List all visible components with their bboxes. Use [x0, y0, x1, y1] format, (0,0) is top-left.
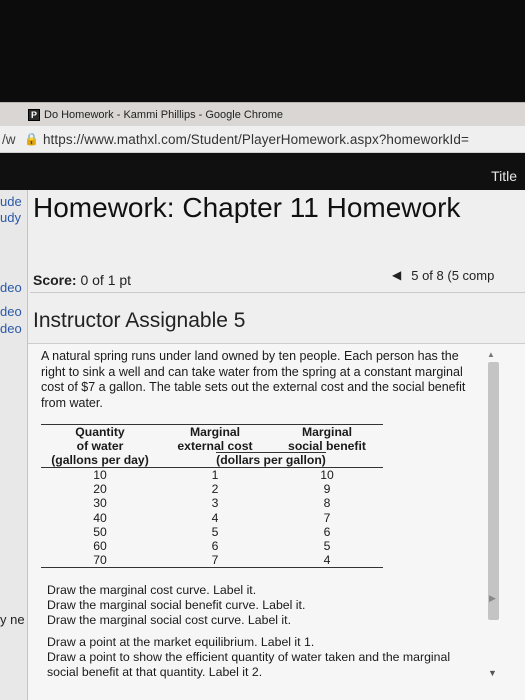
col-social-benefit-header-1: Marginal — [271, 425, 383, 440]
scroll-up-icon[interactable]: ▲ — [487, 350, 495, 359]
social-benefit-cell: 7 — [323, 510, 331, 525]
sidebar-item[interactable]: deo — [0, 304, 22, 319]
lock-icon: 🔒 — [24, 132, 39, 146]
quantity-cell: 40 — [93, 510, 107, 525]
social-benefit-cell: 8 — [323, 496, 331, 511]
col-social-benefit-header-2: social benefit — [288, 439, 366, 453]
external-cost-cell: 3 — [211, 496, 219, 511]
page-title: Homework: Chapter 11 Homework — [33, 192, 461, 223]
divider — [30, 292, 525, 293]
quantity-cell: 70 — [41, 553, 159, 568]
social-benefit-cell: 9 — [323, 482, 331, 497]
social-benefit-cell: 4 — [271, 553, 383, 568]
mathxl-favicon-icon: P — [28, 109, 40, 121]
scroll-arrow-icon[interactable]: ▶ — [489, 593, 496, 603]
social-benefit-cell: 5 — [323, 539, 331, 554]
quantity-cell: 10 — [93, 468, 107, 482]
instruction-line: Draw the marginal cost curve. Label it. — [47, 583, 257, 597]
instruction-line: Draw a point at the market equilibrium. Label it 1. — [47, 634, 315, 649]
sidebar-item[interactable]: deo — [0, 280, 22, 295]
table-row — [41, 525, 383, 539]
external-cost-cell: 5 — [211, 524, 219, 539]
units-line: (dollars per gallon) — [216, 453, 326, 467]
instruction-line: Draw the marginal social cost curve. Label it. — [47, 613, 291, 628]
social-benefit-cell: 6 — [323, 524, 331, 539]
scroll-thumb[interactable] — [488, 362, 499, 620]
instructions — [47, 583, 477, 680]
table-row — [41, 482, 383, 496]
instruction-line: Draw the marginal social benefit curve. Label it. — [47, 598, 306, 613]
title-link[interactable]: Title — [491, 168, 517, 184]
url-text[interactable]: https://www.mathxl.com/Student/PlayerHomework.aspx?homeworkId= — [42, 131, 469, 147]
col-quantity-header-1: Quantity — [41, 425, 159, 440]
table-row — [41, 553, 383, 568]
scroll-down-icon[interactable]: ▼ — [488, 668, 497, 678]
window-title: Do Homework - Kammi Phillips - Google Chrome — [44, 108, 284, 121]
site-header-band — [0, 153, 525, 193]
col-external-cost-header-2: external cost — [177, 439, 253, 453]
external-cost-cell: 1 — [211, 468, 219, 482]
social-benefit-cell: 10 — [320, 468, 334, 482]
window-title-bar — [0, 102, 525, 126]
external-cost-cell: 7 — [159, 553, 271, 568]
data-table — [41, 424, 383, 568]
col-quantity-header-2: of water — [76, 439, 124, 453]
external-cost-cell: 4 — [211, 510, 219, 525]
table-row — [41, 468, 383, 483]
address-prefix: /w — [2, 131, 16, 147]
quantity-cell: 50 — [93, 524, 107, 539]
sidebar-item[interactable]: udy — [0, 210, 21, 225]
sidebar-item[interactable]: ude — [0, 194, 22, 209]
sidebar-fragment: y ne — [0, 612, 25, 627]
table-row — [41, 511, 383, 525]
external-cost-cell: 2 — [211, 482, 219, 497]
scrollbar[interactable] — [487, 350, 500, 680]
score-value: 0 of 1 pt — [80, 272, 132, 288]
address-bar[interactable] — [0, 126, 525, 153]
sidebar-item[interactable]: deo — [0, 321, 22, 336]
col-external-cost-header-1: Marginal — [159, 425, 271, 440]
question-progress[interactable]: 5 of 8 (5 comp — [411, 267, 495, 283]
col-quantity-units: (gallons per day) — [41, 453, 159, 468]
col-dollar-units — [159, 453, 383, 468]
quantity-cell: 30 — [93, 496, 107, 511]
instruction-line: Draw a point to show the efficient quantity of water taken and the marginal social benefit at that quantity. Label it 2. — [47, 649, 451, 680]
quantity-cell: 20 — [93, 482, 107, 497]
question-navigator — [392, 264, 525, 286]
quantity-cell: 60 — [93, 539, 107, 554]
external-cost-cell: 6 — [211, 539, 219, 554]
table-row — [41, 496, 383, 510]
score-display — [33, 272, 131, 288]
previous-question-icon[interactable]: ◀ — [392, 268, 402, 282]
question-prompt: A natural spring runs under land owned by ten people. Each person has the right to sink a well and can take water from the spring at a constant marginal cost of $7 a gallon. The table sets out the external cost and the social benefit from water. — [41, 349, 466, 410]
table-row — [41, 539, 383, 553]
assignment-title: Instructor Assignable 5 — [33, 309, 246, 332]
score-label: Score: — [33, 272, 77, 288]
